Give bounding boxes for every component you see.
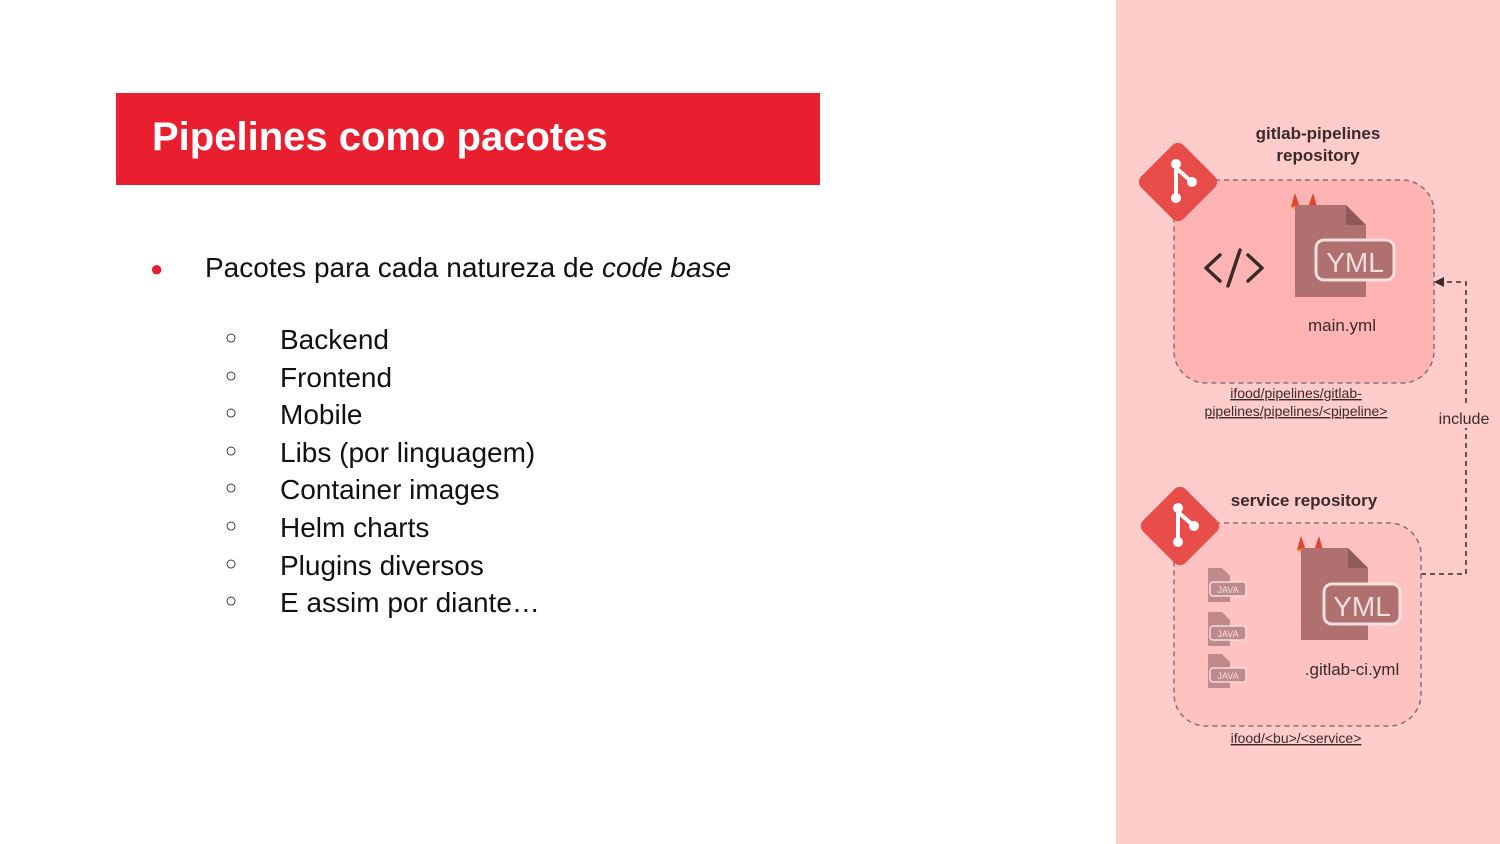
circle-bullet-icon: ○ bbox=[225, 364, 238, 387]
slide-title: Pipelines como pacotes bbox=[152, 115, 608, 159]
top-repo-title-line2: repository bbox=[1276, 146, 1360, 165]
main-bullet-text bbox=[205, 252, 731, 284]
java-badge: JAVA bbox=[1217, 629, 1239, 639]
title-bar bbox=[116, 93, 820, 185]
list-item-label: Frontend bbox=[280, 361, 393, 393]
list-item-label: Backend bbox=[280, 324, 389, 355]
yml-badge-bottom: YML bbox=[1333, 591, 1391, 622]
pipeline-diagram bbox=[1116, 0, 1500, 844]
bullet-dot-icon: ● bbox=[150, 256, 164, 281]
circle-bullet-icon: ○ bbox=[225, 552, 238, 575]
list-item-label: Container images bbox=[280, 474, 500, 506]
circle-bullet-icon: ○ bbox=[225, 477, 238, 500]
include-label: include bbox=[1438, 411, 1490, 428]
java-badge: JAVA bbox=[1217, 671, 1239, 681]
java-badge: JAVA bbox=[1217, 585, 1239, 595]
bottom-file-label: .gitlab-ci.yml bbox=[1304, 660, 1400, 679]
list-item-label: Libs (por linguagem) bbox=[280, 436, 536, 468]
list-item-label: Helm charts bbox=[280, 511, 430, 543]
diagram-panel bbox=[1116, 0, 1500, 844]
top-path-line2: pipelines/pipelines/<pipeline> bbox=[1204, 403, 1388, 419]
circle-bullet-icon: ○ bbox=[225, 514, 238, 537]
yml-badge-top: YML bbox=[1326, 247, 1384, 278]
arrow-head-icon bbox=[1434, 277, 1444, 287]
circle-bullet-icon: ○ bbox=[225, 590, 238, 613]
top-file-label: main.yml bbox=[1307, 316, 1377, 335]
bottom-repo-title: service repository bbox=[1230, 491, 1378, 510]
list-item-label: Plugins diversos bbox=[280, 549, 484, 581]
top-repo-title-line1: gitlab-pipelines bbox=[1255, 124, 1381, 143]
list-item-label: E assim por diante… bbox=[280, 587, 540, 619]
bullet-prefix: Pacotes para cada natureza de bbox=[205, 252, 602, 283]
bottom-path: ifood/<bu>/<service> bbox=[1230, 730, 1362, 746]
circle-bullet-icon: ○ bbox=[225, 439, 238, 462]
circle-bullet-icon: ○ bbox=[225, 327, 238, 349]
circle-bullet-icon: ○ bbox=[225, 402, 238, 425]
list-item-label: Mobile bbox=[280, 399, 363, 431]
bullet-emphasis: code base bbox=[601, 252, 732, 283]
top-path-line1: ifood/pipelines/gitlab- bbox=[1230, 385, 1362, 401]
